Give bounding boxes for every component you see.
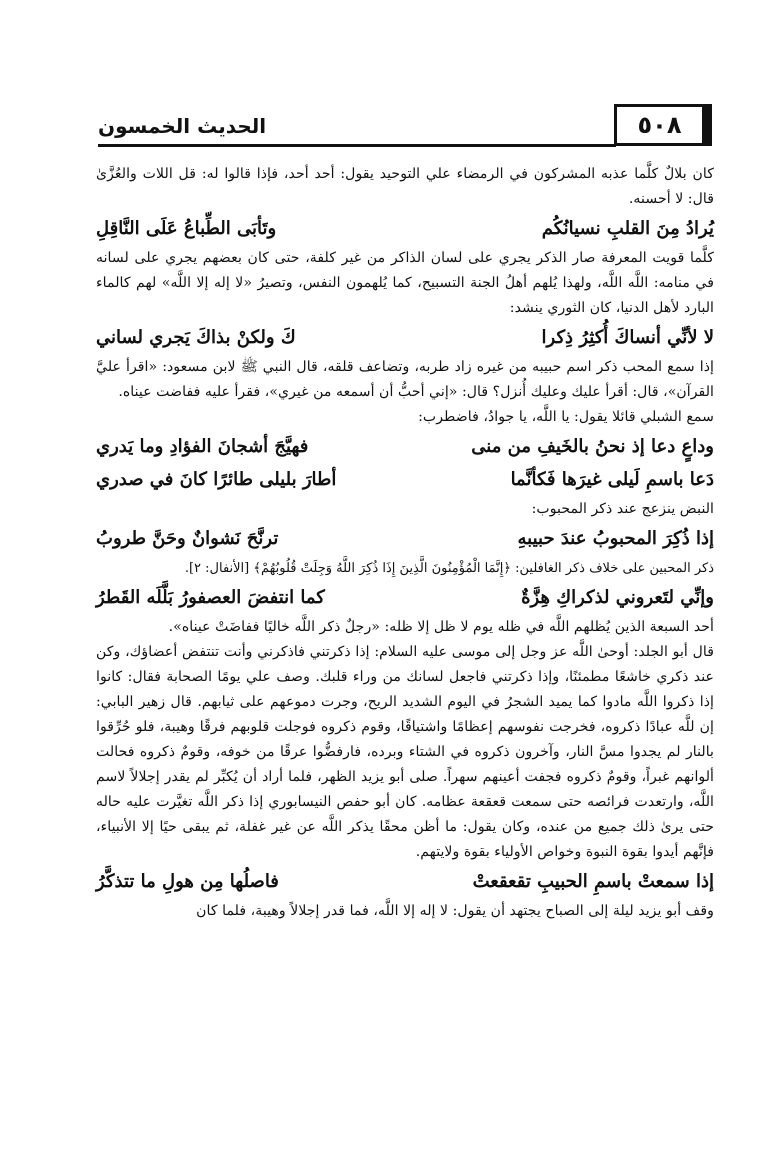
verse-hemistich: إذا ذُكِرَ المحبوبُ عندَ حبيبهِ [517,528,714,549]
verse-line [96,213,714,244]
verse-hemistich: كَ ولكنْ بذاكَ يَجري لساني [96,327,296,348]
verse-hemistich: أطارَ بليلى طائرًا كانَ في صدري [96,469,337,490]
paragraph: أحد السبعة الذين يُظلهم اللَّه في ظله يوم لا ظل إلا ظله: «رجلٌ ذكر اللَّه خاليًا ففاضَتْ عيناه». [168,619,714,635]
verse-hemistich: وإنِّي لتَعروني لذكراكِ هِزَّةٌ [521,587,714,608]
verse-hemistich: فاصلُها مِن هولِ ما تتذكَّرُ [96,871,279,892]
verse-hemistich: كما انتفضَ العصفورُ بَلَّلَه القَطرُ [96,587,325,608]
verse-hemistich: يُرادُ مِنَ القلبِ نسيانُكُم [541,218,714,239]
verse-hemistich: لا لأنِّي أنساكَ أُكثِرُ ذِكرا [541,327,714,348]
paragraph: قال أبو الجلد: أوحىٰ اللَّه عز وجل إلى موسى عليه السلام: إذا ذكرتني فاذكرني وأنت تنتفض أعضاؤك، وكن عند ذكري خاشعًا مطمئنًا، وإذا ذكرتني فاجعل لسانك من وراء قلبك. وصف علي يومًا الصحابة فقال: كانوا إذا ذكروا اللَّه مادوا كما يميد الشجرُ في اليوم الشديد الريح، وجرت دموعهم على ثيابهم. قال زهير البابي: إن للَّه عبادًا ذكروه، فخرجت نفوسهم إعظامًا واشتياقًا، وقوم ذكروه فوجلت قلوبهم فرقًا وهيبة، فلو حُرِّقوا بالنار لم يجدوا مسَّ النار، وآخرون ذكروه في الشتاء وبرده، فارفضُّوا عرقًا من خوفه، وقومٌ ذكروه فحالت ألوانهم غبراً، وقومٌ ذكروه فجفت أعينهم سهراً. صلى أبو يزيد الظهر، فلما أراد أن يُكبِّر لم يقدر إجلالاً لاسم اللَّه، وارتعدت فرائصه حتى سمعت قعقعة عظامه. كان أبو حفص النيسابوري إذا ذكر اللَّه تغيَّرت عليه حاله حتى يرىٰ ذلك جميع من عنده، وكان يقول: ما أظن محقًا يذكر اللَّه عن غير غفلة، ثم يبقى حيًا إلا الأنبياء، فإنَّهم أيدوا بقوة النبوة وخواص الأولياء بقوة ولايتهم. [96,644,714,860]
page-body [96,162,714,924]
verse-line [96,866,714,897]
paragraph: ذكر المحبين على خلاف ذكر الغافلين: ﴿إِنَّمَا الْمُؤْمِنُونَ الَّذِينَ إِذَا ذُكِرَ اللَّهُ وَجِلَتْ قُلُوبُهُمْ﴾ [الأنفال: ٢]. [184,561,714,576]
verse-line [96,322,714,353]
verse-line [96,431,714,462]
running-title: الحديث الخمسون [98,114,267,138]
verse-hemistich: وداعٍ دعا إذ نحنُ بالخَيفِ من منى [471,436,714,457]
page-number: ٥٠٨ [614,104,712,146]
paragraph: سمع الشبلي قائلا يقول: يا اللَّه، يا جوادُ، فاضطرب: [418,409,714,425]
paragraph: إذا سمع المحب ذكر اسم حبيبه من غيره زاد طربه، وتضاعف قلقه، قال النبي ﷺ لابن مسعود: «اقرأ عليَّ القرآن»، قال: أقرأ عليك وعليك أُنزل؟ قال: «إني أحبُّ أن أسمعه من غيري»، فقرأ عليه ففاضت عيناه. [96,359,714,400]
header-rule [98,144,616,147]
paragraph: النبض ينزعج عند ذكر المحبوب: [531,501,714,517]
verse-line [96,523,714,554]
verse-hemistich: وتَأبَى الطِّباعُ عَلَى النَّاقِلِ [96,218,277,239]
paragraph: كان بلالٌ كلَّما عذبه المشركون في الرمضاء علي التوحيد يقول: أحد أحد، فإذا قالوا له: قل اللات والعُزَّىٰ قال: لا أحسنه. [96,166,714,207]
verse-hemistich: ترنَّحَ نَشوانٌ وحَنَّ طروبُ [96,528,279,549]
verse-hemistich: إذا سمعتْ باسمِ الحبيبِ تقعقعتْ [472,871,714,892]
verse-line [96,464,714,495]
verse-hemistich: دَعا باسمِ لَيلى غيرَها فَكأنَّما [510,469,714,490]
verse-line [96,582,714,613]
page-header [98,104,712,148]
paragraph: وقف أبو يزيد ليلة إلى الصباح يجتهد أن يقول: لا إله إلا اللَّه، فما قدر إجلالاً وهيبة، فلما كان [196,903,714,919]
paragraph: كلَّما قويت المعرفة صار الذكر يجري على لسان الذاكر من غير كلفة، حتى كان بعضهم يجري على لسانه في منامه: اللَّه اللَّه، ولهذا يُلهم أهلُ الجنة التسبيح، كما يُلهمون النفس، وتصيرُ «لا إله إلا اللَّه» لهم كالماء البارد لأهل الدنيا، كان الثوري ينشد: [96,250,714,316]
verse-hemistich: فهيَّجَ أشجانَ الفؤادِ وما يَدري [96,436,309,457]
